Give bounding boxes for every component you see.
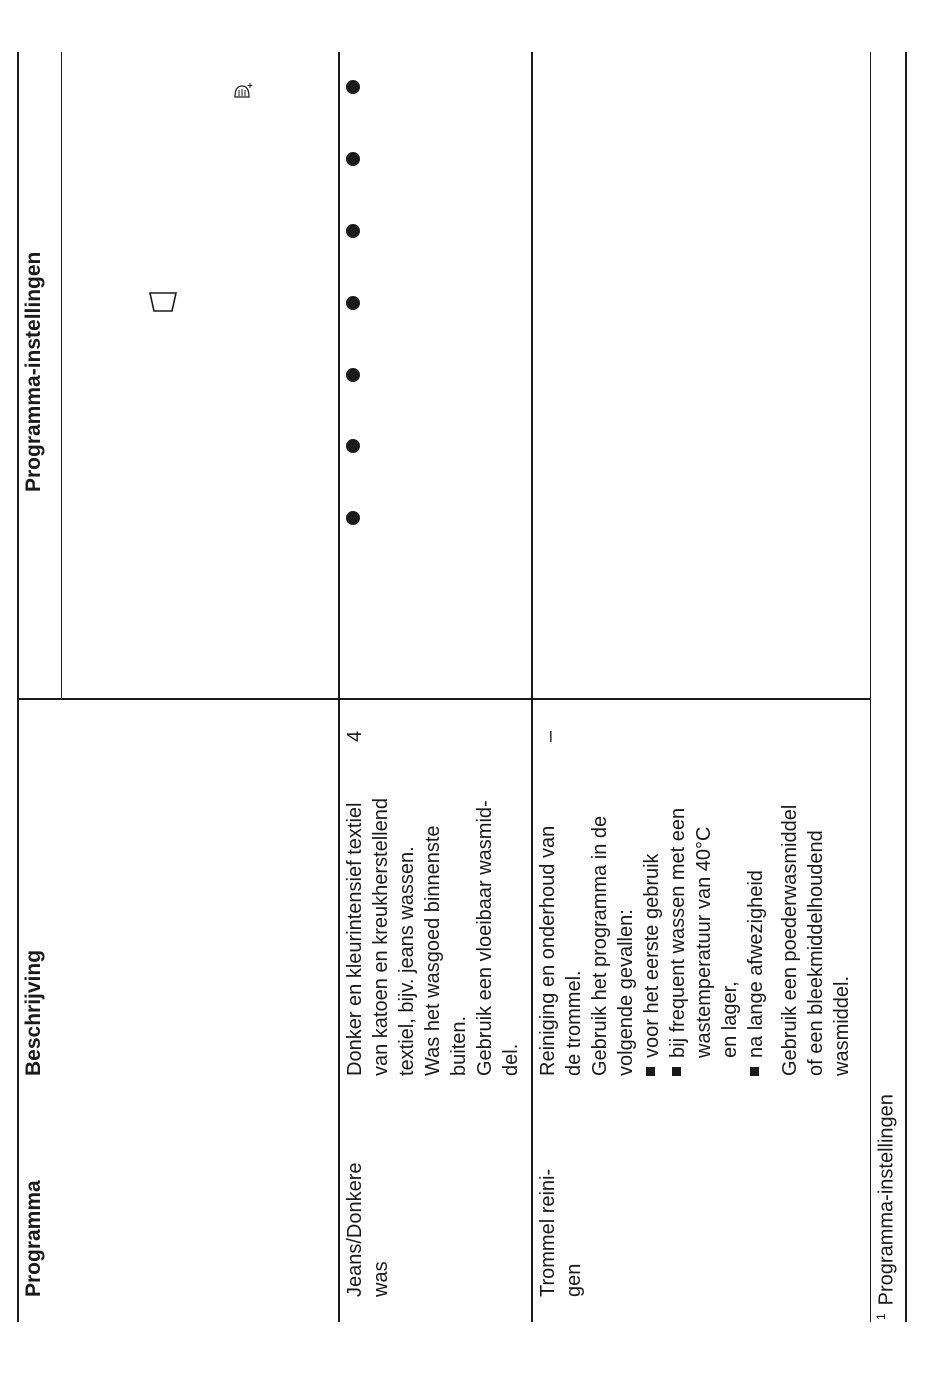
rule-left — [17, 52, 19, 1322]
row1-programma — [342, 1162, 394, 1297]
row2-value: – — [539, 730, 561, 742]
bullet-continuation: en lager, — [719, 981, 741, 1058]
bullet-item: na lange afwezigheid — [743, 805, 769, 1076]
bullet-item: voor het eerste gebruik — [639, 805, 665, 1076]
row1-desc-line: Donker en kleurintensief textiel — [344, 802, 366, 1076]
rule-instellingen-top — [17, 698, 871, 700]
bullet-square-icon — [672, 1067, 681, 1076]
row2-programma-line: Trommel reini- — [537, 1168, 559, 1297]
row1-value: 4 — [344, 730, 366, 742]
header-beschrijving: Beschrijving — [22, 949, 45, 1076]
row2-desc-line: Gebruik het programma in de — [589, 815, 611, 1076]
row1-desc-line: van katoen en kreukherstellend — [370, 798, 392, 1076]
row1-desc-line: Was het wasgoed binnenste — [422, 825, 444, 1076]
header-programma: Programma — [22, 1180, 45, 1297]
bullet-continuation: wastemperatuur van 40°C — [693, 826, 715, 1058]
bullet-item: bij frequent wassen met een — [665, 805, 691, 1076]
setting-dot — [346, 368, 360, 382]
setting-dot — [346, 296, 360, 310]
setting-dot — [346, 511, 360, 525]
bullet-square-icon — [750, 1067, 759, 1076]
row2-desc-line: of een bleekmiddelhoudend — [805, 830, 827, 1076]
rule-table-end — [870, 52, 871, 1322]
setting-dot — [346, 439, 360, 453]
row2-desc-line: volgende gevallen: — [615, 909, 637, 1076]
row2-beschrijving — [535, 805, 855, 1076]
rinse-plus-icon — [232, 80, 254, 102]
setting-dot — [346, 152, 360, 166]
footnote — [874, 1094, 899, 1320]
footnote-number: 1 — [874, 1313, 888, 1320]
row1-programma-line: Jeans/Donkere — [344, 1162, 366, 1297]
bullet-square-icon — [646, 1067, 655, 1076]
row2-programma — [535, 1169, 587, 1297]
row2-programma-line: gen — [563, 1263, 585, 1297]
row1-desc-line: textiel, bijv. jeans wassen. — [396, 846, 418, 1076]
row1-desc-line: del. — [500, 1043, 522, 1076]
row2-desc-line: wasmiddel. — [831, 975, 853, 1076]
rule-header-row — [61, 52, 62, 699]
setting-dot — [346, 80, 360, 94]
drum-icon — [148, 291, 178, 313]
row1-programma-line: was — [370, 1261, 392, 1297]
row2-desc-line: Gebruik een poederwasmiddel — [779, 804, 801, 1076]
row1-desc-line: Gebruik een vloeibaar wasmid- — [474, 800, 496, 1076]
row2-desc-line: Reiniging en onderhoud van — [537, 825, 559, 1076]
rule-page — [905, 52, 907, 1322]
footnote-text: Programma-instellingen — [875, 1094, 898, 1306]
setting-dot — [346, 224, 360, 238]
row1-desc-line: buiten. — [448, 1015, 470, 1076]
rule-row2 — [531, 52, 533, 1322]
header-programma-instellingen: Programma-instellingen — [22, 251, 45, 492]
rule-row1 — [338, 52, 340, 1322]
row2-desc-line: de trommel. — [563, 970, 585, 1076]
row1-beschrijving — [342, 798, 524, 1076]
